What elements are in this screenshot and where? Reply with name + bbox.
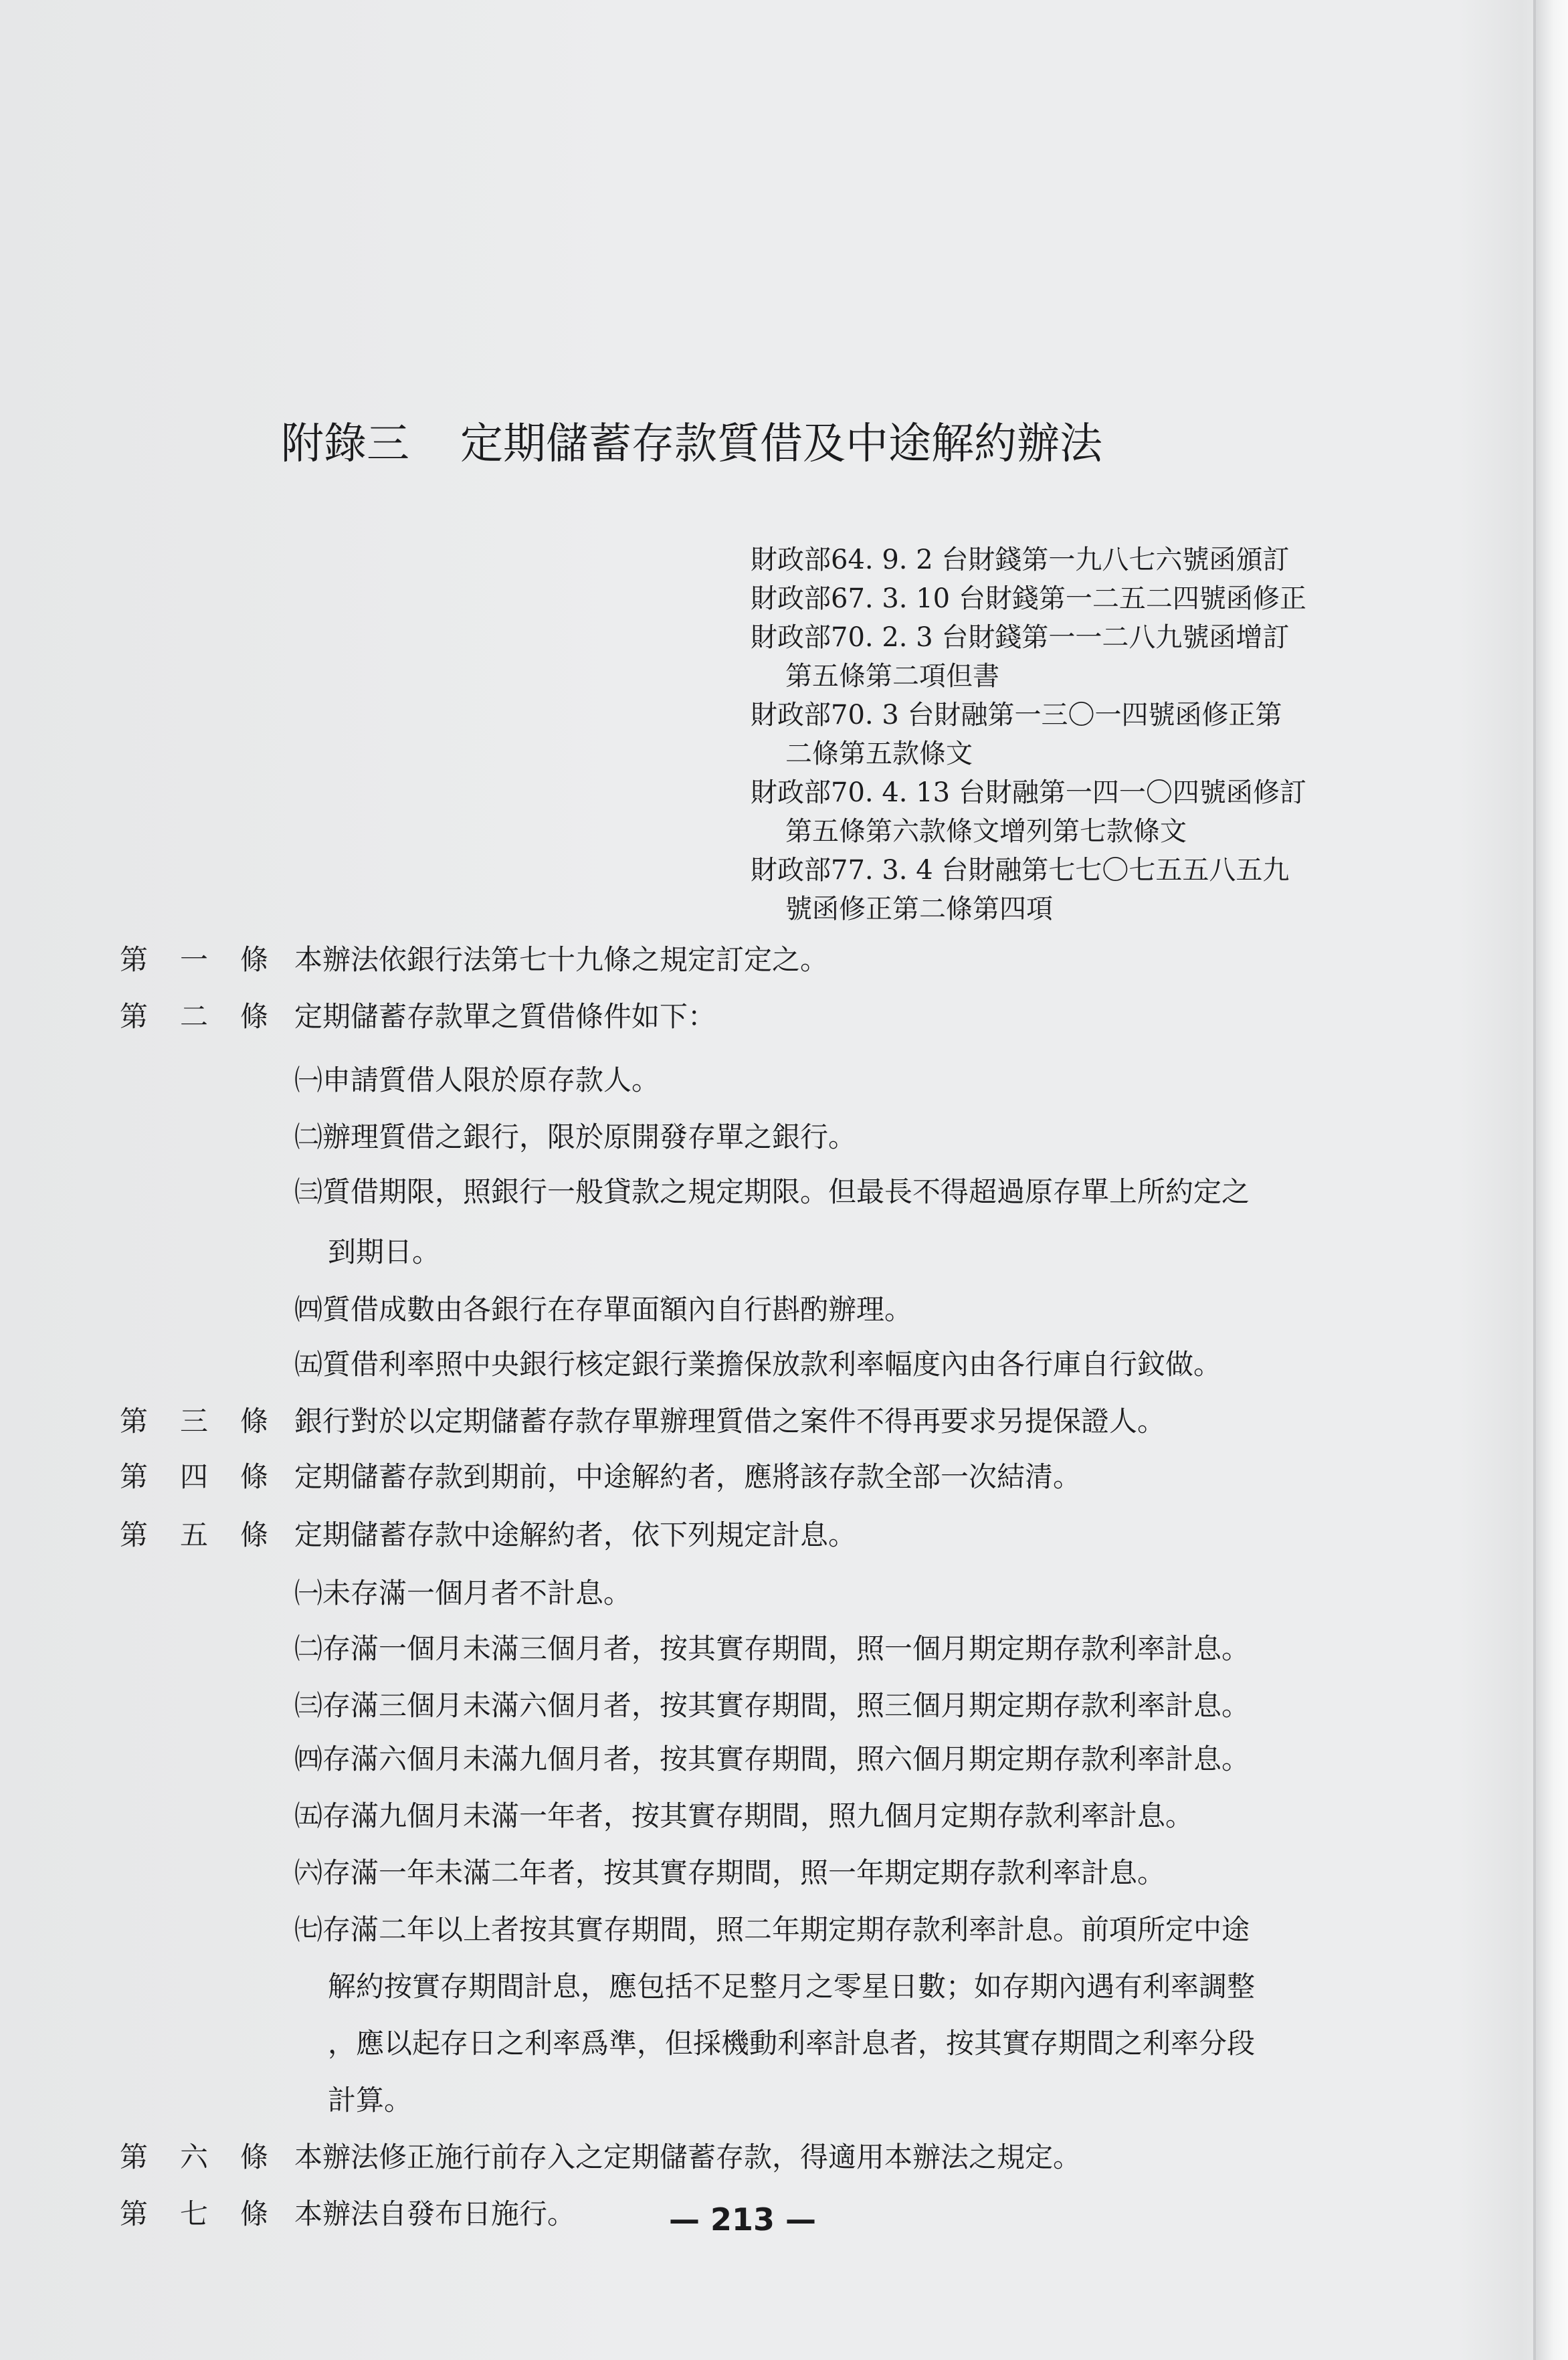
history-line: 財政部70. 3 台財融第一三〇一四號函修正第 bbox=[751, 700, 1282, 730]
article-5-item-7: ㈦存滿二年以上者按其實存期間，照二年期定期存款利率計息。前項所定中途 bbox=[294, 1913, 1250, 1946]
article-5-item-7-cont-1: 解約按實存期間計息，應包括不足整月之零星日數；如存期內遇有利率調整 bbox=[328, 1970, 1256, 2003]
article-7-text: 本辦法自發布日施行。 bbox=[294, 2197, 576, 2230]
article-6-text: 本辦法修正施行前存入之定期儲蓄存款，得適用本辦法之規定。 bbox=[294, 2141, 1082, 2173]
article-1-text: 本辦法依銀行法第七十九條之規定訂定之。 bbox=[294, 943, 829, 976]
article-5-item-2: ㈡存滿一個月未滿三個月者，按其實存期間，照一個月期定期存款利率計息。 bbox=[294, 1632, 1250, 1665]
article-5-item-6: ㈥存滿一年未滿二年者，按其實存期間，照一年期定期存款利率計息。 bbox=[294, 1856, 1166, 1889]
article-2-item-3: ㈢質借期限，照銀行一般貸款之規定期限。但最長不得超過原存單上所約定之 bbox=[294, 1175, 1250, 1208]
history-line: 財政部77. 3. 4 台財融第七七〇七五五八五九 bbox=[751, 855, 1290, 886]
article-6-label: 第 六 條 bbox=[119, 2141, 268, 2173]
appendix-label: 附錄三 bbox=[281, 419, 409, 469]
article-2-label: 第 二 條 bbox=[119, 1000, 268, 1033]
article-5-item-7-cont-2: ，應以起存日之利率爲準，但採機動利率計息者，按其實存期間之利率分段 bbox=[328, 2027, 1256, 2060]
article-2-item-4: ㈣質借成數由各銀行在存單面額內自行斟酌辦理。 bbox=[294, 1293, 913, 1326]
history-line: 財政部64. 9. 2 台財錢第一九八七六號函頒訂 bbox=[751, 545, 1290, 575]
article-2-text: 定期儲蓄存款單之質借條件如下： bbox=[294, 1000, 716, 1033]
page-number: — 213 — bbox=[669, 2201, 817, 2238]
article-2-item-5: ㈤質借利率照中央銀行核定銀行業擔保放款利率幅度內由各行庫自行鈫做。 bbox=[294, 1348, 1222, 1381]
article-2-item-3-cont: 到期日。 bbox=[328, 1236, 441, 1268]
history-line: 二條第五款條文 bbox=[785, 739, 973, 769]
history-line: 第五條第二項但書 bbox=[785, 661, 999, 692]
history-line: 財政部70. 4. 13 台財融第一四一〇四號函修訂 bbox=[751, 777, 1306, 808]
document-title bbox=[281, 413, 1102, 475]
article-2-item-1: ㈠申請質借人限於原存款人。 bbox=[294, 1064, 660, 1096]
history-line: 財政部70. 2. 3 台財錢第一一二八九號函增訂 bbox=[751, 622, 1290, 653]
article-3-text: 銀行對於以定期儲蓄存款存單辦理質借之案件不得再要求另提保證人。 bbox=[294, 1405, 1166, 1438]
article-5-item-4: ㈣存滿六個月未滿九個月者，按其實存期間，照六個月期定期存款利率計息。 bbox=[294, 1743, 1250, 1775]
article-5-text: 定期儲蓄存款中途解約者，依下列規定計息。 bbox=[294, 1518, 857, 1551]
article-3-label: 第 三 條 bbox=[119, 1405, 268, 1438]
article-4-label: 第 四 條 bbox=[119, 1460, 268, 1493]
page-edge bbox=[1536, 0, 1568, 2360]
history-line: 第五條第六款條文增列第七款條文 bbox=[785, 816, 1187, 847]
article-1-label: 第 一 條 bbox=[119, 943, 268, 976]
article-5-item-3: ㈢存滿三個月未滿六個月者，按其實存期間，照三個月期定期存款利率計息。 bbox=[294, 1689, 1250, 1722]
article-7-label: 第 七 條 bbox=[119, 2197, 268, 2230]
article-5-item-1: ㈠未存滿一個月者不計息。 bbox=[294, 1577, 632, 1609]
article-5-label: 第 五 條 bbox=[119, 1518, 268, 1551]
article-2-item-2: ㈡辦理質借之銀行，限於原開發存單之銀行。 bbox=[294, 1120, 857, 1153]
article-5-item-7-cont-3: 計算。 bbox=[328, 2084, 413, 2117]
history-line: 號函修正第二條第四項 bbox=[785, 894, 1053, 924]
amendment-history bbox=[751, 540, 1306, 928]
history-line: 財政部67. 3. 10 台財錢第一二五二四號函修正 bbox=[751, 583, 1306, 614]
article-4-text: 定期儲蓄存款到期前，中途解約者，應將該存款全部一次結清。 bbox=[294, 1460, 1082, 1493]
title-main: 定期儲蓄存款質借及中途解約辦法 bbox=[460, 419, 1102, 469]
article-5-item-5: ㈤存滿九個月未滿一年者，按其實存期間，照九個月定期存款利率計息。 bbox=[294, 1799, 1194, 1832]
